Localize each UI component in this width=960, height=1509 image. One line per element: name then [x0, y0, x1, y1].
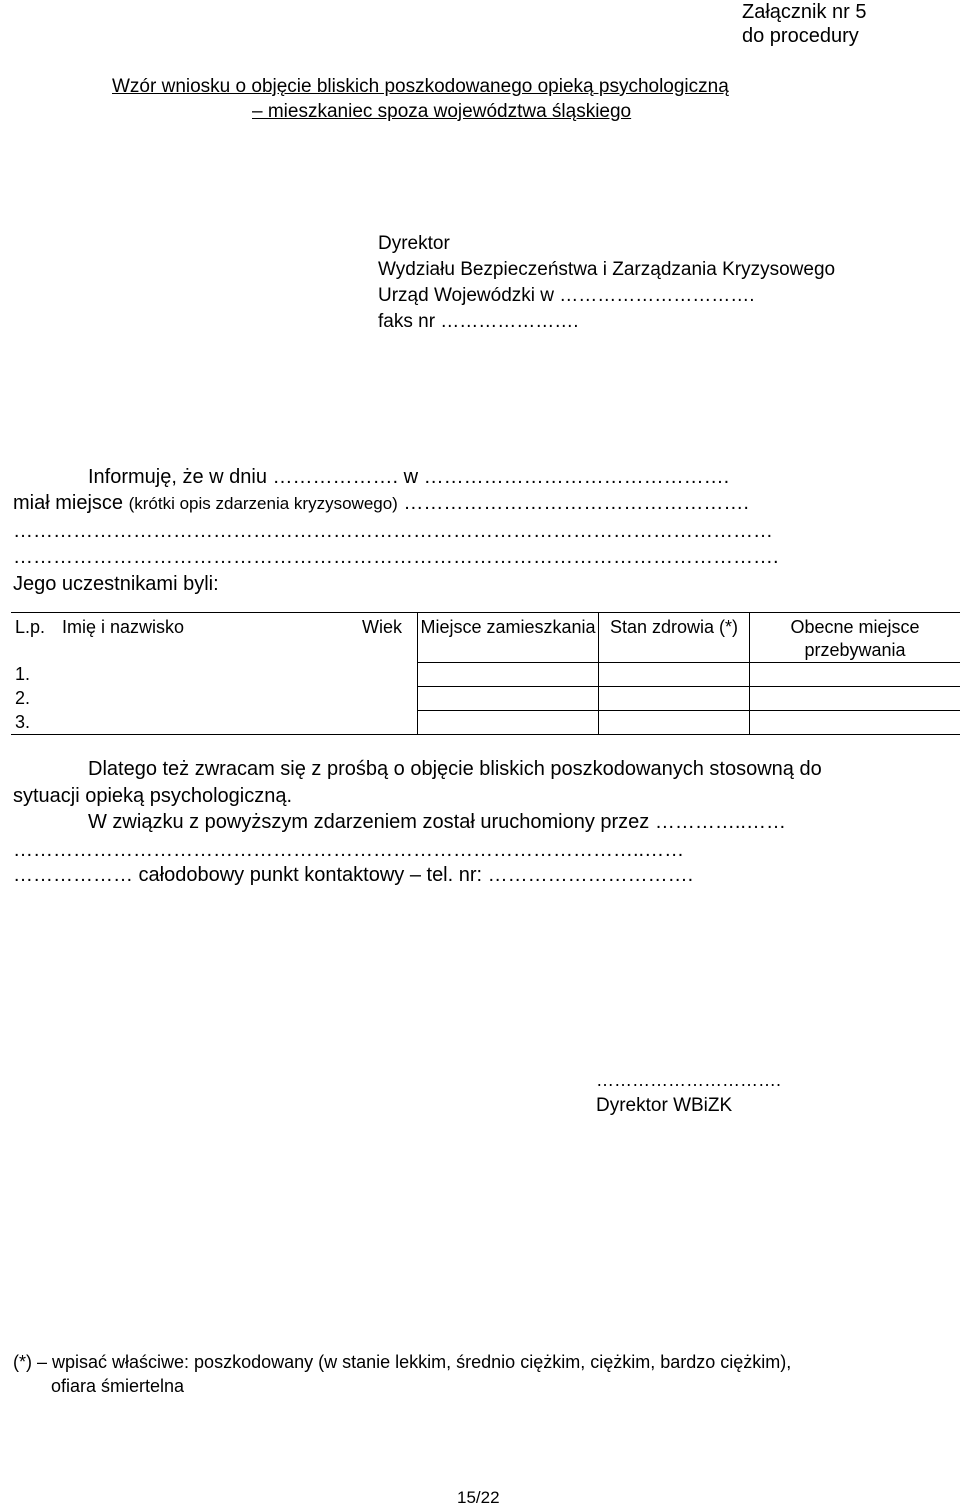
row-place-cell[interactable] [418, 687, 599, 711]
row-age-cell[interactable] [362, 663, 418, 687]
row-health-cell[interactable] [599, 687, 750, 711]
report-line2-main: miał miejsce [13, 492, 129, 514]
header-current: Obecne miejsce przebywania [750, 613, 960, 663]
signature-label: Dyrektor WBiZK [596, 1095, 733, 1116]
attachment-label-line1: Załącznik nr 5 [742, 1, 867, 23]
attachment-label-line2: do procedury [742, 25, 859, 47]
addressee-line3: Urząd Wojewódzki w …………………………. [378, 285, 755, 306]
report-line2-note: (krótki opis zdarzenia kryzysowego) [128, 494, 398, 513]
row-age-cell[interactable] [362, 687, 418, 711]
signature-dots: …………………………. [596, 1070, 782, 1090]
header-health: Stan zdrowia (*) [599, 613, 750, 663]
row-lp: 2. [15, 687, 31, 708]
table-row [11, 663, 960, 687]
document-title-line1: Wzór wniosku o objęcie bliskich poszkodowanego opieką psychologiczną [112, 76, 729, 97]
report-line2 [13, 491, 749, 515]
row-current-cell[interactable] [750, 711, 960, 735]
addressee-line2: Wydziału Bezpieczeństwa i Zarządzania Kryzysowego [378, 259, 836, 280]
row-health-cell[interactable] [599, 711, 750, 735]
header-lp: L.p. [11, 613, 62, 663]
row-health-cell[interactable] [599, 663, 750, 687]
page-number: 15/22 [457, 1488, 500, 1507]
report-line2-dots: ……………………………………………. [397, 492, 749, 514]
table-header-row [11, 613, 960, 663]
request-line1: Dlatego też zwracam się z prośbą o objęcie bliskich poszkodowanych stosowną do [88, 758, 822, 780]
row-current-cell[interactable] [750, 687, 960, 711]
table-row [11, 711, 960, 735]
row-name-cell[interactable] [62, 711, 362, 735]
request-line4: …………………………………………………………………………………..…… [13, 839, 685, 861]
report-line4: ……………………………………………………………………………………………………. [13, 546, 779, 568]
report-line1: Informuję, że w dniu ………………. w ………………………………………. [88, 466, 730, 488]
row-name-cell[interactable] [62, 663, 362, 687]
addressee-line1: Dyrektor [378, 233, 450, 254]
report-line3: …………………………………………………………………………………………………… [13, 520, 773, 542]
request-line3: W związku z powyższym zdarzeniem został uruchomiony przez …………..…… [88, 811, 786, 833]
row-age-cell[interactable] [362, 711, 418, 735]
row-lp: 3. [11, 711, 62, 735]
row-lp: 1. [15, 663, 31, 684]
request-line2: sytuacji opieką psychologiczną. [13, 785, 293, 807]
header-name: Imię i nazwisko [62, 613, 362, 663]
participants-table [11, 612, 960, 735]
footnote-line2: ofiara śmiertelna [51, 1376, 185, 1396]
request-line5: ……………… całodobowy punkt kontaktowy – tel. nr: …………………………. [13, 864, 694, 886]
header-place: Miejsce zamieszkania [418, 613, 599, 663]
report-line5: Jego uczestnikami byli: [13, 573, 219, 595]
document-title-line2: – mieszkaniec spoza województwa śląskiego [252, 101, 632, 122]
row-current-cell[interactable] [750, 663, 960, 687]
header-age: Wiek [362, 613, 418, 663]
row-place-cell[interactable] [418, 711, 599, 735]
table-row [11, 687, 960, 711]
row-place-cell[interactable] [418, 663, 599, 687]
addressee-line4: faks nr …………………. [378, 311, 579, 332]
footnote-line1: (*) – wpisać właściwe: poszkodowany (w stanie lekkim, średnio ciężkim, ciężkim, bardzo ciężkim), [13, 1352, 792, 1372]
row-name-cell[interactable] [62, 687, 362, 711]
